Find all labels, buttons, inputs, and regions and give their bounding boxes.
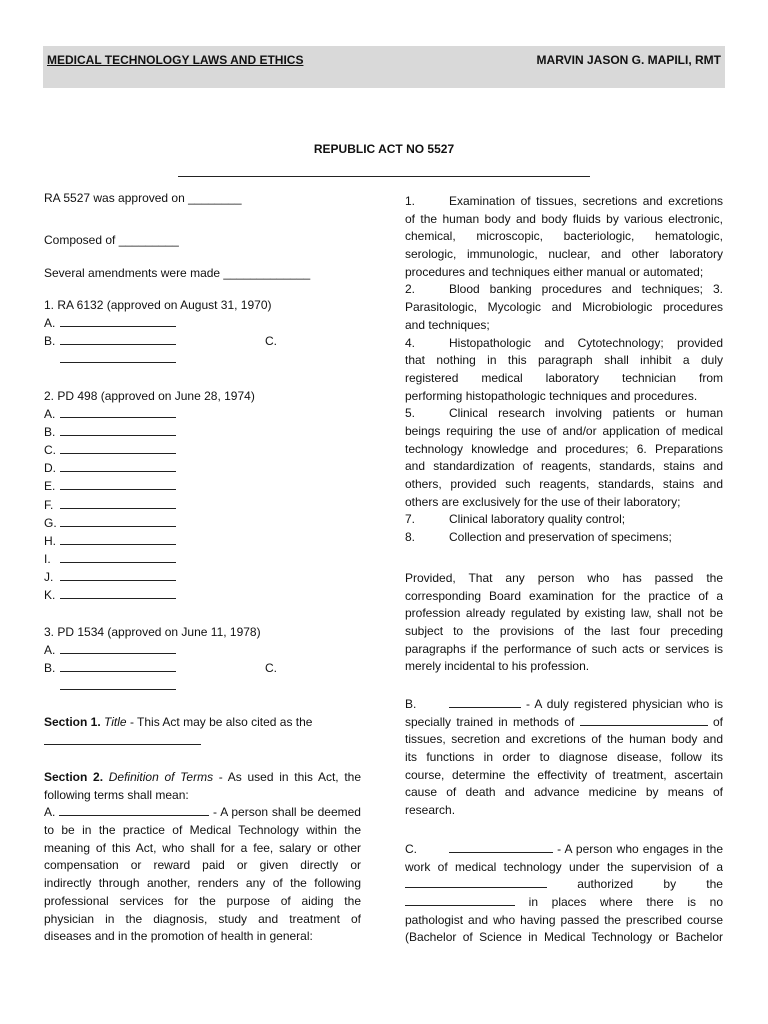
service-number: 4. [405, 335, 416, 350]
answer-blank [580, 714, 708, 726]
pd498-item [44, 533, 56, 551]
text-line: corresponding Board examination for the practice of a [405, 588, 723, 603]
answer-blank [60, 497, 176, 509]
term-c-line1: C. - A person who engages in the [405, 841, 723, 859]
ra6132-item-a [44, 315, 55, 333]
service-2-rest [405, 299, 723, 334]
proviso-paragraph [405, 570, 723, 676]
text-line: that nothing in this paragraph shall inhibit a duly [405, 353, 723, 368]
term-b-line2: specially trained in methods of of [405, 714, 723, 729]
term-b-line1: B. - A duly registered physician who is [405, 696, 723, 714]
text-line: procedures and techniques either manual or automated; [405, 264, 704, 279]
text-line: and techniques; [405, 317, 490, 332]
text-line: beings requiring the use of and/or application of medical [405, 423, 723, 438]
service-1-first: 1. Examination of tissues, secretions and excretions [405, 193, 723, 211]
ra6132-item-b [44, 333, 55, 351]
service-2-first: 2. Blood banking procedures and techniques; 3. [405, 281, 723, 299]
title-underline [178, 176, 590, 177]
ra6132-item-c-blank [60, 351, 176, 369]
text-line: Parasitologic, Mycologic and Microbiologic procedures [405, 300, 723, 315]
amendments-line: Several amendments were made _____________ [44, 266, 311, 280]
section2-term: Definition of Terms [108, 770, 214, 784]
services-list [405, 193, 723, 547]
item-letter: C. [44, 443, 56, 458]
service-8: 8. Collection and preservation of specimens; [405, 529, 723, 547]
text-line: merely incidental to his profession. [405, 659, 590, 674]
approved-line: RA 5527 was approved on ________ [44, 191, 242, 205]
pd498-item [44, 515, 57, 533]
answer-blank [60, 460, 176, 472]
ra6132-item-c: C. [265, 334, 277, 348]
pd1534-item-c-blank [60, 678, 176, 696]
text-line: of the human body and body fluids by various electronic, [405, 211, 723, 226]
answer-blank [60, 569, 176, 581]
term-c-line5: pathologist and who having passed the prescribed course [405, 912, 723, 927]
text-line: registered medical laboratory technician from [405, 370, 723, 385]
text-line: technology knowledge and procedures; 6. Preparations [405, 441, 723, 456]
answer-blank [60, 424, 176, 436]
item-letter: B. [44, 661, 56, 675]
term-c-line2: work of medical technology under the supervision of a [405, 859, 723, 874]
answer-blank [60, 351, 176, 363]
text-line: diseases and in the promotion of health in general: [44, 929, 313, 944]
service-4-first: 4. Histopathologic and Cytotechnology; provided [405, 335, 723, 353]
service-number: 5. [405, 406, 416, 421]
service-5-rest [405, 423, 723, 511]
text-line: cause of death and advance medicine by means of [405, 785, 723, 800]
answer-blank [449, 841, 553, 853]
answer-blank [59, 804, 209, 816]
pd498-item [44, 551, 51, 569]
text-line: others, provided such reagents, standards, stains and [405, 477, 723, 491]
text-line: profession already regulated by existing law, shall not be [405, 606, 723, 621]
term-b-rest [405, 731, 723, 819]
section2-heading [44, 769, 361, 787]
answer-blank [449, 696, 521, 708]
term-a-text: - A person shall be deemed [213, 805, 361, 820]
answer-blank [405, 876, 547, 888]
term-c-line6: (Bachelor of Science in Medical Technology or Bachelor [405, 930, 723, 945]
text-line: meaning of this Act, who shall for a fee, salary or other [44, 840, 361, 855]
item-letter: A. [44, 643, 56, 657]
service-7: 7. Clinical laboratory quality control; [405, 511, 723, 529]
text-line: research. [405, 803, 456, 818]
course-title: MEDICAL TECHNOLOGY LAWS AND ETHICS [47, 53, 304, 67]
text-line: course, determine the effectivity of treatment, ascertain [405, 767, 723, 782]
text-line: and standardization of reagents, standards, stains and [405, 459, 723, 474]
pd1534-heading: 3. PD 1534 (approved on June 11, 1978) [44, 625, 261, 639]
service-number: 1. [405, 194, 416, 208]
section1-line [44, 714, 312, 732]
section2-block [44, 769, 361, 946]
item-letter: E. [44, 479, 56, 494]
text-line: subject to the provisions of the last four preceding [405, 624, 723, 639]
section1-term: Title [104, 715, 127, 729]
answer-blank [60, 551, 176, 563]
term-c-block [405, 841, 723, 947]
section1-label: Section 1. [44, 715, 101, 729]
item-letter: D. [44, 461, 56, 476]
service-4-rest [405, 352, 723, 405]
text-line: compensation or reward paid or given directly or [44, 858, 361, 873]
text-line: chemical, microscopic, bacteriologic, hematologic, [405, 229, 723, 244]
composed-line: Composed of _________ [44, 233, 179, 247]
text-line: tissues, secretion and excretions of the human body and [405, 732, 723, 747]
text-line: others are exclusively for the use of their laboratory; [405, 494, 681, 509]
ra6132-heading: 1. RA 6132 (approved on August 31, 1970) [44, 298, 272, 312]
pd498-item [44, 406, 55, 424]
item-letter: F. [44, 497, 54, 512]
item-letter: G. [44, 515, 57, 530]
section2-definition-lines [44, 822, 361, 946]
answer-blank [60, 333, 176, 345]
service-number: 7. [405, 512, 416, 527]
answer-blank [60, 660, 176, 672]
answer-blank [60, 533, 176, 545]
pd498-item [44, 424, 55, 442]
text-line: professional services for the purpose of aiding the [44, 893, 361, 908]
text-line: paragraphs if the performance of such acts or services is [405, 641, 723, 656]
section2-label: Section 2. [44, 770, 104, 784]
text-line: serologic, immunologic, nuclear, and other laboratory [405, 247, 723, 262]
document-title: REPUBLIC ACT NO 5527 [313, 142, 455, 156]
text-line: performing histopathologic techniques and procedures. [405, 388, 698, 403]
section1-blank-line [44, 733, 201, 751]
pd498-item [44, 497, 53, 515]
answer-blank [44, 733, 201, 745]
service-1-rest [405, 211, 723, 282]
pd1534-item-b [44, 660, 55, 678]
term-c-line4: in places where there is no [405, 894, 723, 912]
text-line: indirectly through another, renders any of the following [44, 876, 361, 891]
answer-blank [60, 406, 176, 418]
pd498-item [44, 478, 55, 496]
answer-blank [60, 678, 176, 690]
text-line: its functions in order to diagnose disease, follow its [405, 750, 723, 765]
answer-blank [60, 642, 176, 654]
section2-a-line [44, 804, 361, 822]
term-b-label: B. [405, 697, 417, 711]
item-letter: K. [44, 588, 56, 602]
text-line: physician in the diagnosis, study and treatment of [44, 911, 361, 926]
answer-blank [60, 315, 176, 327]
section2-line2: following terms shall mean: [44, 787, 189, 802]
item-letter: H. [44, 533, 56, 548]
text-line: to be in the practice of Medical Technology within the [44, 823, 361, 838]
term-b-block [405, 696, 723, 820]
answer-blank [405, 894, 515, 906]
item-letter: B. [44, 425, 56, 440]
item-letter: I. [44, 551, 51, 566]
answer-blank [60, 478, 176, 490]
pd498-item [44, 569, 53, 587]
service-5-first: 5. Clinical research involving patients or human [405, 405, 723, 423]
text-line: Provided, That any person who has passed the [405, 571, 723, 585]
answer-blank [60, 587, 176, 599]
pd498-heading: 2. PD 498 (approved on June 28, 1974) [44, 389, 255, 403]
item-letter: A. [44, 316, 56, 330]
term-c-label: C. [405, 842, 417, 856]
pd498-item [44, 442, 56, 460]
pd1534-item-a [44, 642, 55, 660]
term-c-line3: authorized by the [405, 876, 723, 894]
item-letter: A. [44, 407, 56, 421]
item-letter: J. [44, 569, 54, 584]
section1-text: - This Act may be also cited as the [126, 715, 313, 729]
answer-blank [60, 515, 176, 527]
answer-blank [60, 442, 176, 454]
item-letter: B. [44, 334, 56, 348]
pd498-item [44, 460, 56, 478]
section2-text: - As used in this Act, the [213, 770, 361, 784]
author-name: MARVIN JASON G. MAPILI, RMT [536, 53, 721, 67]
service-number: 2. [405, 282, 416, 297]
service-number: 8. [405, 530, 416, 545]
term-a-label: A. [44, 805, 56, 820]
pd1534-item-c: C. [265, 661, 277, 675]
pd498-item [44, 587, 55, 605]
page-header [43, 46, 725, 88]
